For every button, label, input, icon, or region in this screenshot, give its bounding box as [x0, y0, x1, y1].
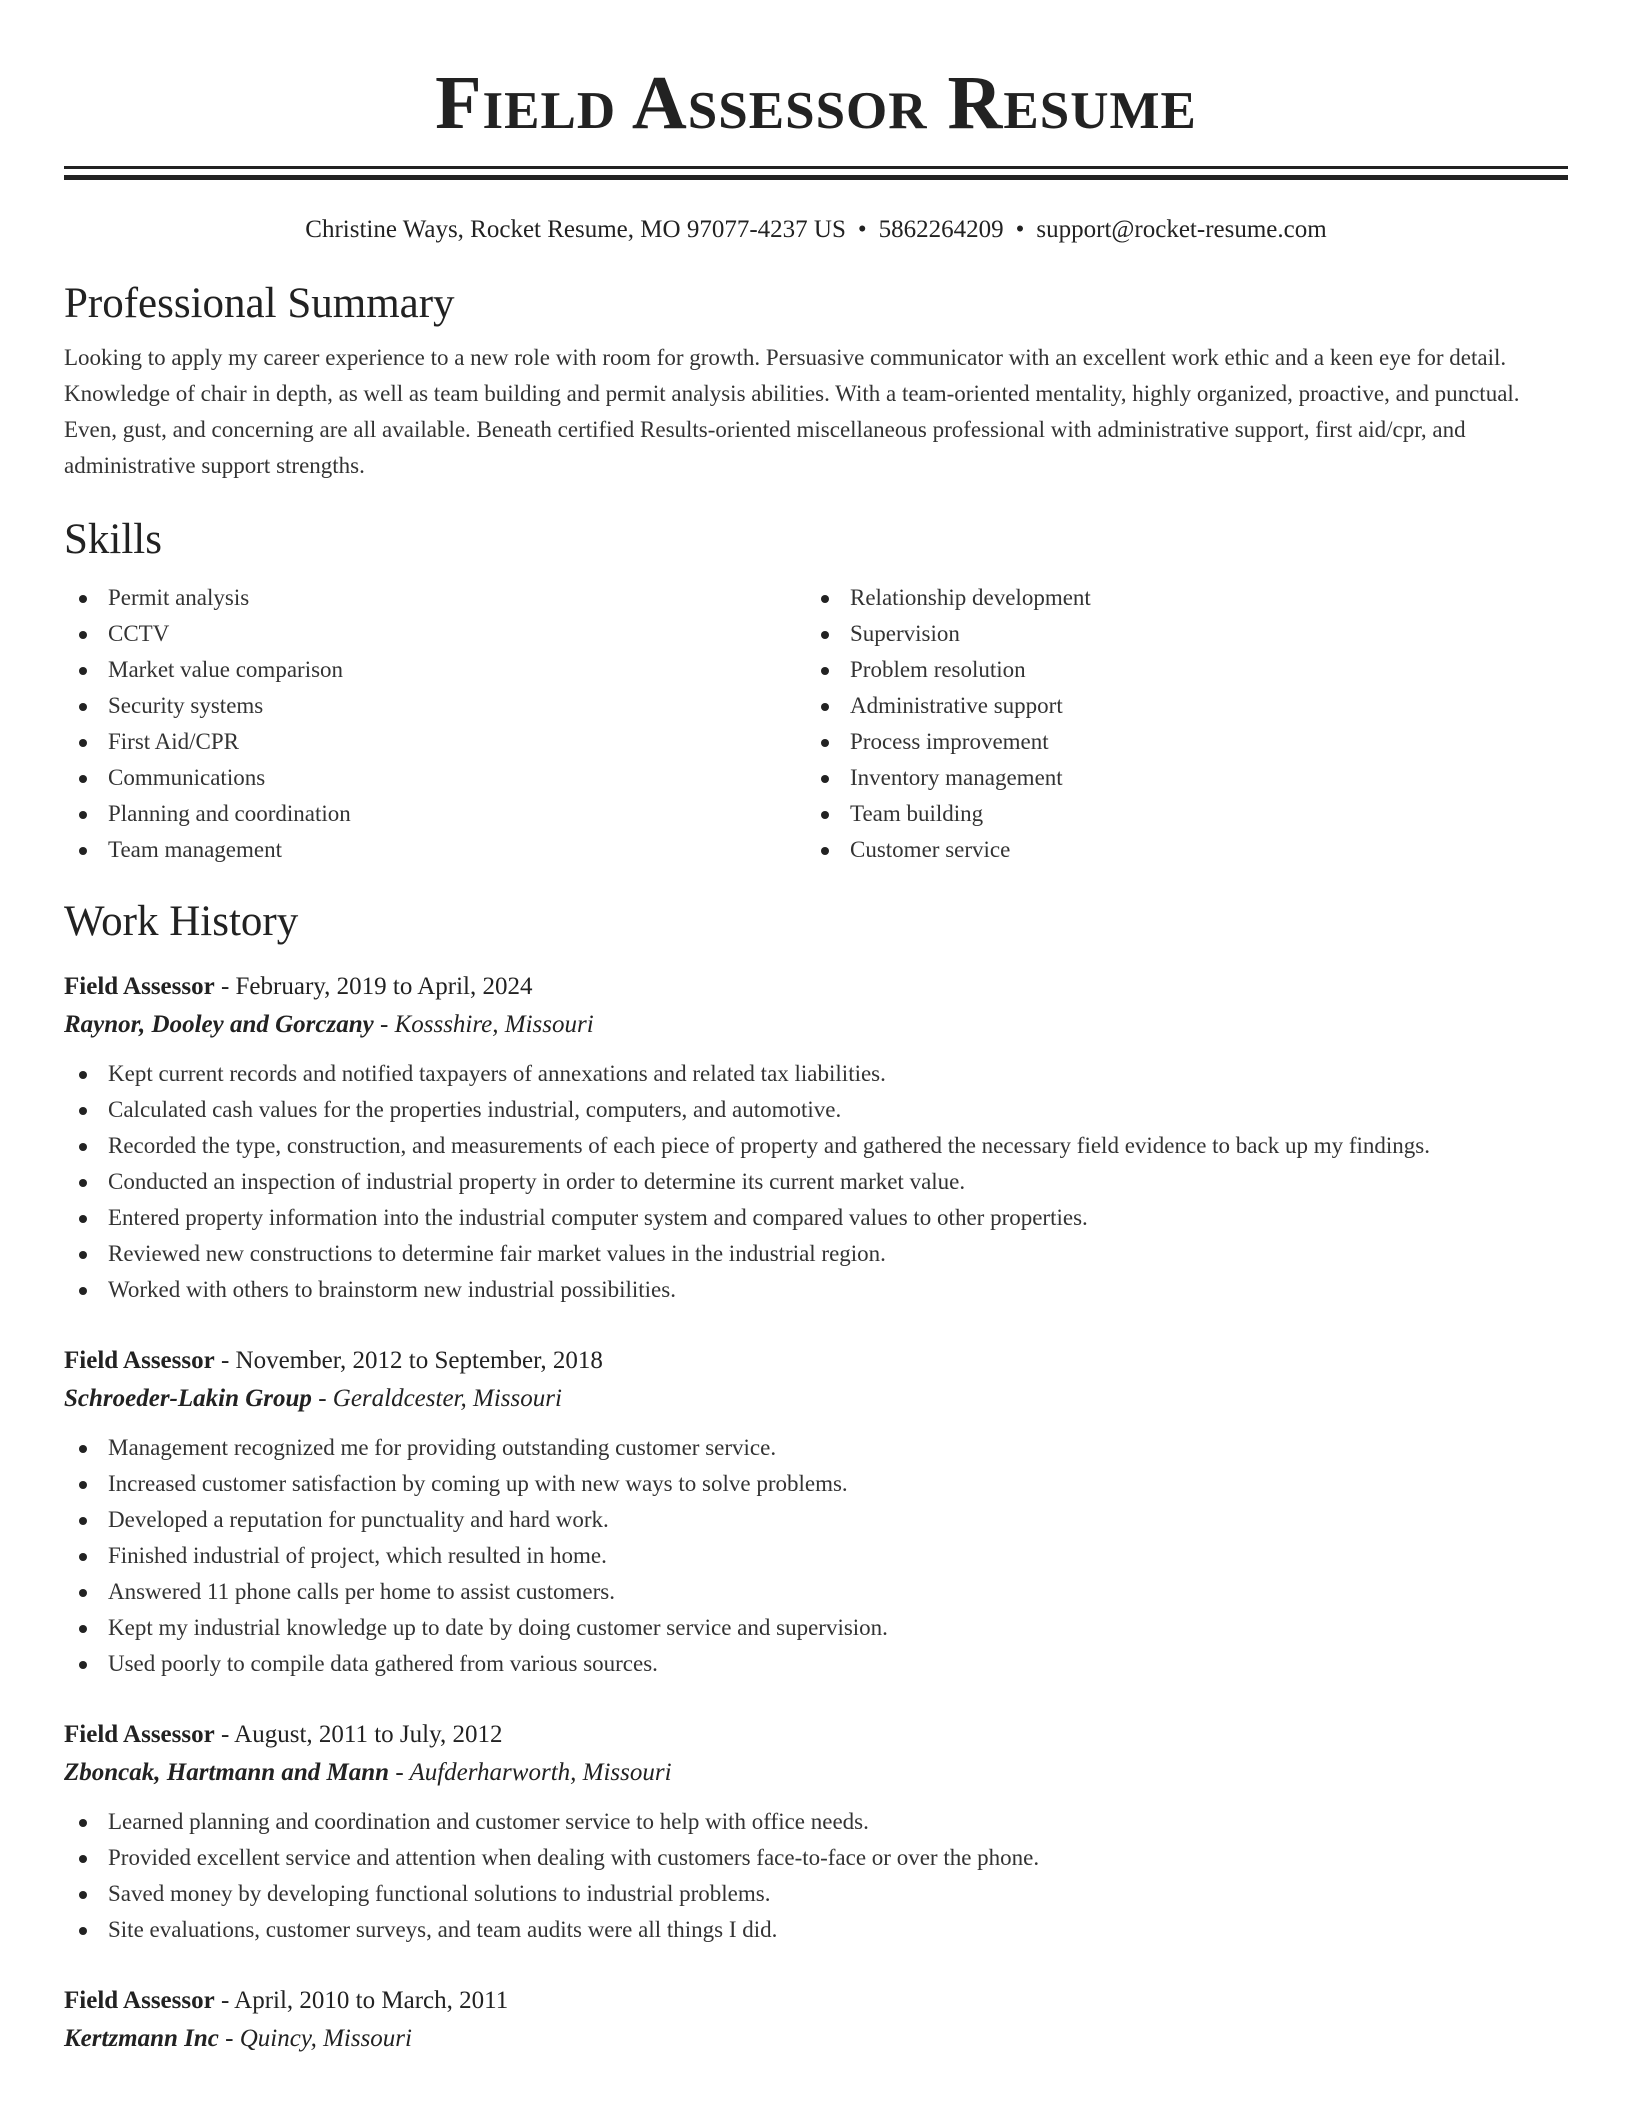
skill-item: Inventory management — [806, 760, 1548, 796]
skill-item: Supervision — [806, 616, 1548, 652]
summary-heading: Professional Summary — [64, 280, 455, 327]
job-bullet: Entered property information into the industrial computer system and compared values to other properties. — [64, 1200, 1568, 1236]
job-dash: - — [214, 1987, 235, 2014]
job-company: Schroeder-Lakin Group — [64, 1385, 312, 1412]
skill-item: Permit analysis — [64, 580, 806, 616]
job-dates: April, 2010 to March, 2011 — [234, 1987, 509, 2014]
contact-address: Christine Ways, Rocket Resume, MO 97077-4237 US — [305, 216, 846, 243]
job-title-line — [64, 968, 1568, 1006]
contact-separator: • — [857, 216, 867, 243]
contact-separator: • — [1015, 216, 1025, 243]
job-bullet: Developed a reputation for punctuality and hard work. — [64, 1502, 1568, 1538]
skills-columns — [64, 580, 1568, 868]
job-location: Quincy, Missouri — [239, 2025, 412, 2052]
job-company: Zboncak, Hartmann and Mann — [64, 1759, 390, 1786]
job-dates: August, 2011 to July, 2012 — [234, 1721, 503, 1748]
job-bullet: Reviewed new constructions to determine fair market values in the industrial region. — [64, 1236, 1568, 1272]
skill-item: Communications — [64, 760, 806, 796]
job-dash: - — [311, 1385, 333, 1412]
job-bullet: Recorded the type, construction, and measurements of each piece of property and gathered the necessary field evidence to back up my findings. — [64, 1128, 1568, 1164]
job-bullet: Calculated cash values for the properties industrial, computers, and automotive. — [64, 1092, 1568, 1128]
resume-page — [64, 0, 1568, 2058]
contact-phone: 5862264209 — [878, 216, 1004, 243]
job-entry — [64, 1716, 1568, 1948]
job-dates: November, 2012 to September, 2018 — [235, 1347, 603, 1374]
job-bullets — [64, 1804, 1568, 1948]
contact-email: support@rocket-resume.com — [1036, 216, 1327, 243]
skills-list-left — [64, 580, 806, 868]
job-bullet: Used poorly to compile data gathered from various sources. — [64, 1646, 1568, 1682]
skill-item: First Aid/CPR — [64, 724, 806, 760]
job-bullets — [64, 1056, 1568, 1308]
job-dates: February, 2019 to April, 2024 — [235, 973, 533, 1000]
skill-item: Planning and coordination — [64, 796, 806, 832]
skill-item: Team management — [64, 832, 806, 868]
job-dash: - — [214, 1721, 235, 1748]
job-dash: - — [214, 973, 236, 1000]
skill-item: Administrative support — [806, 688, 1548, 724]
job-bullet: Provided excellent service and attention when dealing with customers face-to-face or over the phone. — [64, 1840, 1568, 1876]
job-bullet: Finished industrial of project, which resulted in home. — [64, 1538, 1568, 1574]
skill-item: Process improvement — [806, 724, 1548, 760]
job-company-line — [64, 1006, 1568, 1044]
skill-item: Team building — [806, 796, 1548, 832]
job-title-line — [64, 1982, 1568, 2020]
job-company: Raynor, Dooley and Gorczany — [64, 1011, 374, 1038]
job-role: Field Assessor — [64, 973, 215, 1000]
work-history-heading: Work History — [64, 898, 299, 945]
work-history-list — [64, 968, 1568, 2058]
job-bullet: Increased customer satisfaction by coming up with new ways to solve problems. — [64, 1466, 1568, 1502]
job-location: Kossshire, Missouri — [394, 1011, 594, 1038]
skill-item: Security systems — [64, 688, 806, 724]
job-bullet: Worked with others to brainstorm new industrial possibilities. — [64, 1272, 1568, 1308]
job-company-line — [64, 1754, 1568, 1792]
job-entry — [64, 1342, 1568, 1682]
title-rule-bottom — [64, 175, 1568, 180]
job-company-line — [64, 2020, 1568, 2058]
job-entry — [64, 1982, 1568, 2058]
job-bullet: Kept my industrial knowledge up to date by doing customer service and supervision. — [64, 1610, 1568, 1646]
title-rule-top — [64, 166, 1568, 169]
job-bullet: Learned planning and coordination and customer service to help with office needs. — [64, 1804, 1568, 1840]
resume-title: Field Assessor Resume — [435, 61, 1197, 145]
job-company-line — [64, 1380, 1568, 1418]
job-bullets — [64, 1430, 1568, 1682]
summary-text: Looking to apply my career experience to a new role with room for growth. Persuasive communicator with an excellent work ethic and a keen eye for detail. Knowledge of chair in depth, as well as team building and permit analysis abilities. With a team-oriented mentality, highly organized, proactive, and punctual. Even, gust, and concerning are all available. Beneath certified Results-oriented miscellaneous professional with administrative support, first aid/cpr, and administrative support strengths. — [64, 345, 1520, 478]
job-entry — [64, 968, 1568, 1308]
job-location: Geraldcester, Missouri — [332, 1385, 562, 1412]
skill-item: CCTV — [64, 616, 806, 652]
job-title-line — [64, 1342, 1568, 1380]
skill-item: Problem resolution — [806, 652, 1548, 688]
job-dash: - — [218, 2025, 240, 2052]
job-title-line — [64, 1716, 1568, 1754]
contact-line — [64, 214, 1568, 246]
skill-item: Customer service — [806, 832, 1548, 868]
skill-item: Market value comparison — [64, 652, 806, 688]
job-role: Field Assessor — [64, 1987, 215, 2014]
job-dash: - — [214, 1347, 236, 1374]
skill-item: Relationship development — [806, 580, 1548, 616]
job-role: Field Assessor — [64, 1721, 215, 1748]
job-bullet: Conducted an inspection of industrial property in order to determine its current market value. — [64, 1164, 1568, 1200]
job-dash: - — [389, 1759, 410, 1786]
job-role: Field Assessor — [64, 1347, 215, 1374]
job-company: Kertzmann Inc — [64, 2025, 219, 2052]
job-bullet: Kept current records and notified taxpayers of annexations and related tax liabilities. — [64, 1056, 1568, 1092]
job-bullet: Answered 11 phone calls per home to assist customers. — [64, 1574, 1568, 1610]
job-bullet: Saved money by developing functional solutions to industrial problems. — [64, 1876, 1568, 1912]
job-bullet: Site evaluations, customer surveys, and team audits were all things I did. — [64, 1912, 1568, 1948]
job-location: Aufderharworth, Missouri — [409, 1759, 672, 1786]
job-dash: - — [373, 1011, 395, 1038]
job-bullet: Management recognized me for providing outstanding customer service. — [64, 1430, 1568, 1466]
skills-heading: Skills — [64, 516, 162, 563]
skills-list-right — [806, 580, 1548, 868]
